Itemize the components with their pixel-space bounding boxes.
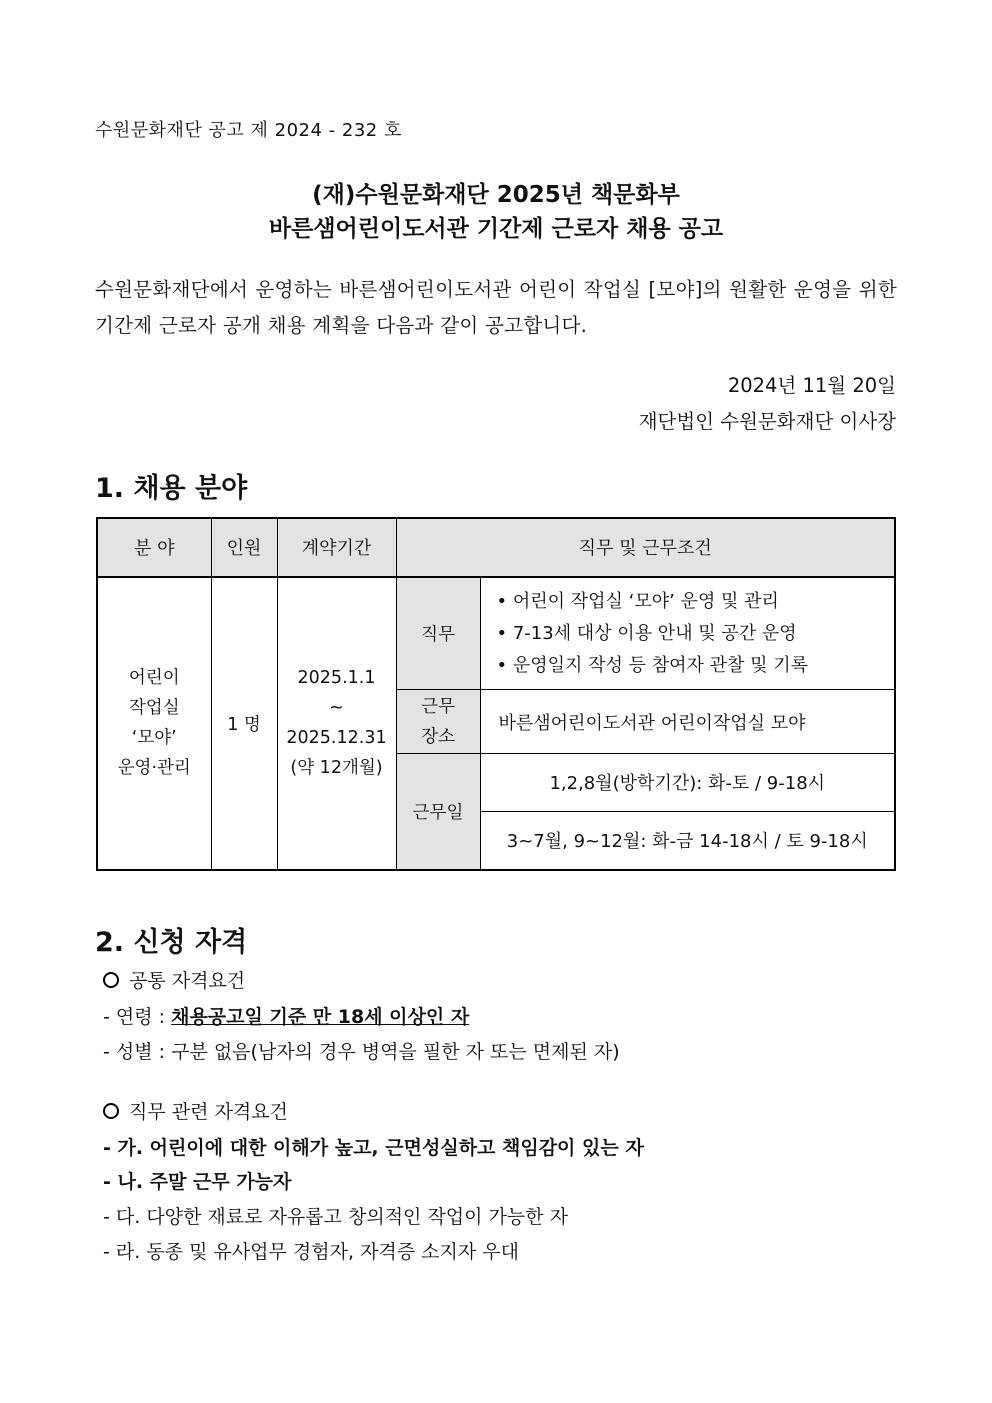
header-period: 계약기간 xyxy=(277,518,396,577)
job-item: - 나. 주말 근무 가능자 xyxy=(103,1171,292,1193)
recruitment-table xyxy=(96,517,896,871)
header-headcount: 인원 xyxy=(211,518,277,577)
place-value: 바른샘어린이도서관 어린이작업실 모야 xyxy=(480,690,895,754)
headcount-cell: 1 명 xyxy=(211,577,277,870)
field-line: ‘모야’ xyxy=(131,728,177,749)
age-prefix: - 연령 : xyxy=(103,1006,172,1028)
period-cell xyxy=(277,577,396,870)
period-line: (약 12개월) xyxy=(290,758,383,779)
header-field: 분 야 xyxy=(97,518,211,577)
gender-requirement: - 성별 : 구분 없음(남자의 경우 병역을 필한 자 또는 면제된 자) xyxy=(103,1041,620,1063)
period-line: ~ xyxy=(329,698,344,719)
field-line: 운영·관리 xyxy=(117,758,191,779)
age-requirement xyxy=(103,1002,469,1029)
section-2-title: 2. 신청 자격 xyxy=(95,927,248,958)
duty-list xyxy=(480,577,895,690)
duty-item: • 운영일지 작성 등 참여자 관찰 및 기록 xyxy=(497,650,895,682)
field-line: 작업실 xyxy=(128,698,180,719)
header-duty-conditions: 직무 및 근무조건 xyxy=(396,518,895,577)
issuer-block xyxy=(639,368,896,440)
place-label xyxy=(396,690,480,754)
days-vacation: 1,2,8월(방학기간): 화-토 / 9-18시 xyxy=(480,754,895,812)
circle-bullet-icon xyxy=(103,1103,119,1119)
period-line: 2025.12.31 xyxy=(286,728,387,749)
issuer: 재단법인 수원문화재단 이사장 xyxy=(638,410,896,433)
age-value: 채용공고일 기준 만 18세 이상인 자 xyxy=(171,1006,470,1028)
job-item: - 다. 다양한 재료로 자유롭고 창의적인 작업이 가능한 자 xyxy=(103,1206,569,1228)
place-label-line: 장소 xyxy=(421,726,455,747)
job-item: - 라. 동종 및 유사업무 경험자, 자격증 소지자 우대 xyxy=(103,1241,519,1263)
field-cell xyxy=(97,577,211,870)
field-line: 어린이 xyxy=(128,668,180,689)
common-requirements-heading xyxy=(103,966,245,993)
place-label-line: 근무 xyxy=(421,696,455,717)
period-line: 2025.1.1 xyxy=(297,668,376,689)
circle-bullet-icon xyxy=(103,972,119,988)
duty-item: • 어린이 작업실 ‘모야’ 운영 및 관리 xyxy=(497,586,895,618)
job-requirements-heading xyxy=(103,1097,288,1124)
days-label: 근무일 xyxy=(396,754,480,870)
job-heading-text: 직무 관련 자격요건 xyxy=(129,1101,288,1123)
duty-label: 직무 xyxy=(396,577,480,690)
title-line-2: 바른샘어린이도서관 기간제 근로자 채용 공고 xyxy=(268,216,724,242)
common-heading-text: 공통 자격요건 xyxy=(129,970,246,992)
duty-item: • 7-13세 대상 이용 안내 및 공간 운영 xyxy=(497,618,895,650)
job-item: - 가. 어린이에 대한 이해가 높고, 근면성실하고 책임감이 있는 자 xyxy=(103,1137,644,1159)
days-regular: 3~7월, 9~12월: 화-금 14-18시 / 토 9-18시 xyxy=(480,811,895,870)
title-line-1: (재)수원문화재단 2025년 책문화부 xyxy=(312,182,680,208)
section-1-title: 1. 채용 분야 xyxy=(95,473,248,504)
intro-paragraph: 수원문화재단에서 운영하는 바른샘어린이도서관 어린이 작업실 [모야]의 원활한 운영을 위한 기간제 근로자 공개 채용 계획을 다음과 같이 공고합니다. xyxy=(95,278,897,337)
notice-number: 수원문화재단 공고 제 2024 - 232 호 xyxy=(95,120,402,141)
notice-date: 2024년 11월 20일 xyxy=(727,374,896,397)
